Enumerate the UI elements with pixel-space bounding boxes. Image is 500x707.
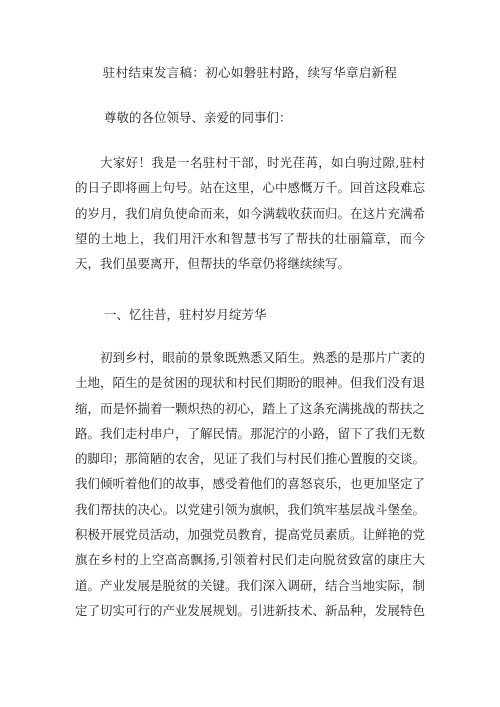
paragraph-intro: 大家好！我是一名驻村干部，时光荏苒，如白驹过隙,驻村的日子即将画上句号。站在这里，心中感慨万千。回首这段难忘的岁月，我们肩负使命而来，如今满载收获而归。在这片充满希望的土地上，我们用汗水和智慧书写了帮扶的壮丽篇章，而今天，我们虽要离开，但帮扶的华章仍将继续续写。 <box>75 155 426 272</box>
section-heading: 一、忆往昔，驻村岁月绽芳华 <box>104 307 267 322</box>
paragraph-body: 初到乡村，眼前的景象既熟悉又陌生。熟悉的是那片广袤的土地，陌生的是贫困的现状和村民们期盼的眼神。但我们没有退缩，而是怀揣着一颗炽热的初心，踏上了这条充满挑战的帮扶之路。我们走村串户，了解民情。那泥泞的小路，留下了我们无数的脚印；那简陋的农舍，见证了我们与村民们推心置腹的交谈。我们倾听着他们的故事，感受着他们的喜怒哀乐，也更加坚定了我们帮扶的决心。以党建引领为旗帜，我们筑牢基层战斗堡垒。积极开展党员活动，加强党员教育，提高党员素质。让鲜艳的党旗在乡村的上空高高飘扬,引领着村民们走向脱贫致富的康庄大道。产业发展是脱贫的关键。我们深入调研，结合当地实际，制定了切实可行的产业发展规划。引进新技术、新品种，发展特色 <box>75 350 426 618</box>
document-title: 驻村结束发言稿：初心如磐驻村路，续写华章启新程 <box>102 65 398 80</box>
salutation: 尊敬的各位领导、亲爱的同事们： <box>104 110 292 125</box>
